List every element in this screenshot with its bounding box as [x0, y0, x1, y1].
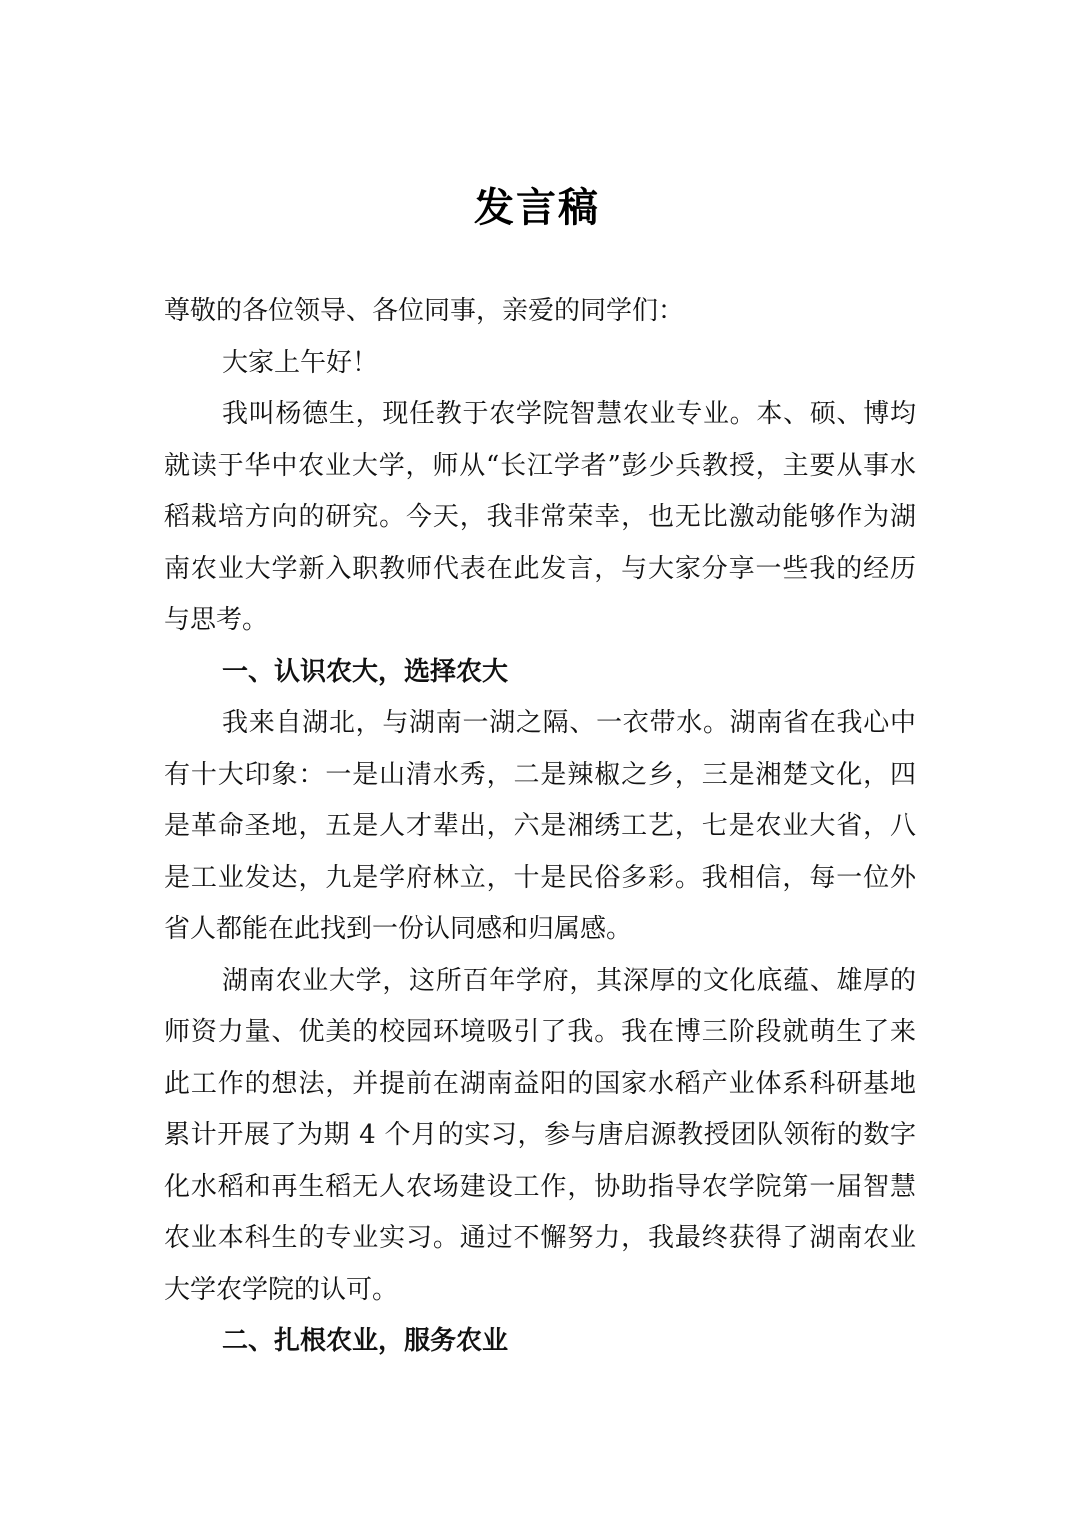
section-heading-2: 二、扎根农业，服务农业: [222, 1326, 509, 1356]
section-1-paragraph-1: 我来自湖北，与湖南一湖之隔、一衣带水。湖南省在我心中有十大印象：一是山清水秀，二是辣椒之乡，三是湘楚文化，四是革命圣地，五是人才辈出，六是湘绣工艺，七是农业大省，八是工业发达，九是学府林立，十是民俗多彩。我相信，每一位外省人都能在此找到一份认同感和归属感。: [164, 708, 916, 944]
document-body: [164, 286, 916, 1368]
greeting: 大家上午好！: [222, 347, 379, 378]
document-title: 发言稿: [474, 184, 600, 231]
salutation: 尊敬的各位领导、各位同事，亲爱的同学们：: [164, 296, 685, 326]
section-1-paragraph-2: 湖南农业大学，这所百年学府，其深厚的文化底蕴、雄厚的师资力量、优美的校园环境吸引了我。我在博三阶段就萌生了来此工作的想法，并提前在湖南益阳的国家水稻产业体系科研基地累计开展了为期 4 个月的实习，参与唐启源教授团队领衔的数字化水稻和再生稻无人农场建设工作，协助指导农学院第一届智慧农业本科生的专业实习。通过不懈努力，我最终获得了湖南农业大学农学院的认可。: [164, 965, 916, 1305]
intro-paragraph: 我叫杨德生，现任教于农学院智慧农业专业。本、硕、博均就读于华中农业大学，师从“长江学者”彭少兵教授，主要从事水稻栽培方向的研究。今天，我非常荣幸，也无比激动能够作为湖南农业大学新入职教师代表在此发言，与大家分享一些我的经历与思考。: [164, 399, 916, 635]
section-heading-1: 一、认识农大，选择农大: [222, 656, 509, 687]
